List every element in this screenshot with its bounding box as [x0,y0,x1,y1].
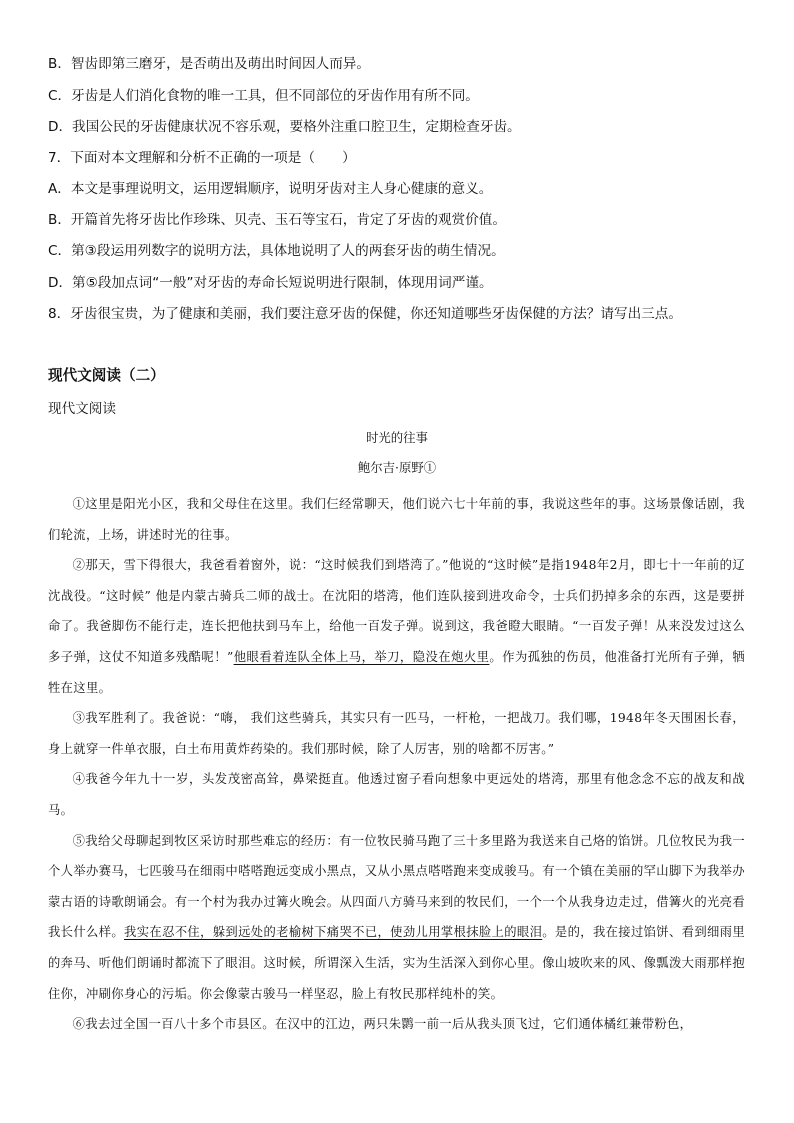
q8-stem: 8．牙齿很宝贵，为了健康和美丽，我们要注意牙齿的保健，你还知道哪些牙齿保健的方法？请写出三点。 [48,306,682,322]
q6-option-c: C．牙齿是人们消化食物的唯一工具，但不同部位的牙齿作用有所不同。 [48,88,479,104]
paragraph-2-text-b: 。作为孤独的伤员，他准备打光所有子弹，牺牲在这里。 [48,649,745,695]
article-body [48,489,745,1040]
paragraph-5-text-b: 。是的，我在接过馅饼、看到细雨里的奔马、听他们朗诵时都流下了眼泪。这时候，所谓深入生活，实为生活深入到你心里。像山坡吹来的风、像瓢泼大雨那样抱住你，冲刷你身心的污垢。你会像蒙古骏马一样坚忍，脸上有牧民那样纯朴的笑。 [48,925,745,1001]
paragraph-2 [48,550,745,703]
paragraph-2-text-a: ②那天，雪下得很大，我爸看着窗外，说：“这时候我们到塔湾了。”他说的“这时候”是指1948年2月，即七十一年前的辽沈战役。“这时候” 他是内蒙古骑兵二师的战士。在沈阳的塔湾，他们连队接到进攻命令，士兵们扔掉多余的东西，这是要拼命了。我爸脚伤不能行走，连长把他扶到马车上，给他一百发子弹。说到这，我爸瞪大眼睛。“一百发子弹！从来没发过这么多子弹，这仗不知道多残酷呢！” [48,558,745,664]
paragraph-3: ③我军胜利了。我爸说：“嗨， 我们这些骑兵，其实只有一匹马，一杆枪，一把战刀。我们哪，1948年冬天围困长春，身上就穿一件单衣服，白土布用黄炸药染的。我们那时候，除了人厉害，别的啥都不厉害。” [48,711,745,756]
section-title: 现代文阅读（二） [48,367,165,384]
section-subtitle: 现代文阅读 [48,401,116,417]
paragraph-6: ⑥我去过全国一百八十多个市县区。在汉中的江边，两只朱鹮一前一后从我头顶飞过，它们通体橘红兼带粉色， [72,1017,693,1032]
article-title: 时光的往事 [366,430,428,445]
q7-option-b: B．开篇首先将牙齿比作珍珠、贝壳、玉石等宝石，肯定了牙齿的观赏价值。 [48,212,506,228]
q7-stem: 7．下面对本文理解和分析不正确的一项是（ ） [48,150,356,166]
q6-option-b: B．智齿即第三磨牙，是否萌出及萌出时间因人而异。 [48,56,370,72]
paragraph-2-underlined-sentence: 他眼看着连队全体上马，举刀，隐没在炮火里 [233,649,490,664]
paragraph-4: ④我爸今年九十一岁，头发茂密高耸，鼻梁挺直。他透过窗子看向想象中更远处的塔湾，那里有他念念不忘的战友和战马。 [48,772,745,817]
q6-option-d: D．我国公民的牙齿健康状况不容乐观，要格外注重口腔卫生，定期检查牙齿。 [48,119,521,135]
paragraph-1: ①这里是阳光小区，我和父母住在这里。我们仨经常聊天，他们说六七十年前的事，我说这些年的事。这场景像话剧，我们轮流，上场，讲述时光的往事。 [48,497,745,542]
q7-option-a: A．本文是事理说明文，运用逻辑顺序，说明牙齿对主人身心健康的意义。 [48,181,493,197]
paragraph-5-text-a: ⑤我给父母聊起到牧区采访时那些难忘的经历：有一位牧民骑马跑了三十多里路为我送来自己烙的馅饼。几位牧民为我一个人举办赛马，七匹骏马在细雨中嗒嗒跑远变成小黑点，又从小黑点嗒嗒跑来变成骏马。有一个镇在美丽的罕山脚下为我举办蒙古语的诗歌朗诵会。有一个村为我办过篝火晚会。从四面八方骑马来到的牧民们，一个一个从我身边走过，借篝火的光亮看我长什么样。 [48,833,745,940]
paragraph-5-underlined-sentence: 我实在忍不住，躲到远处的老榆树下痛哭不已，使劲儿用掌根抹脸上的眼泪 [124,925,543,940]
article-author: 鲍尔吉·原野① [357,460,437,475]
q7-option-c: C．第③段运用列数字的说明方法，具体地说明了人的两套牙齿的萌生情况。 [48,243,505,259]
q7-option-d: D．第⑤段加点词“一般”对牙齿的寿命长短说明进行限制，体现用词严谨。 [48,275,493,291]
paragraph-5 [48,826,745,1010]
